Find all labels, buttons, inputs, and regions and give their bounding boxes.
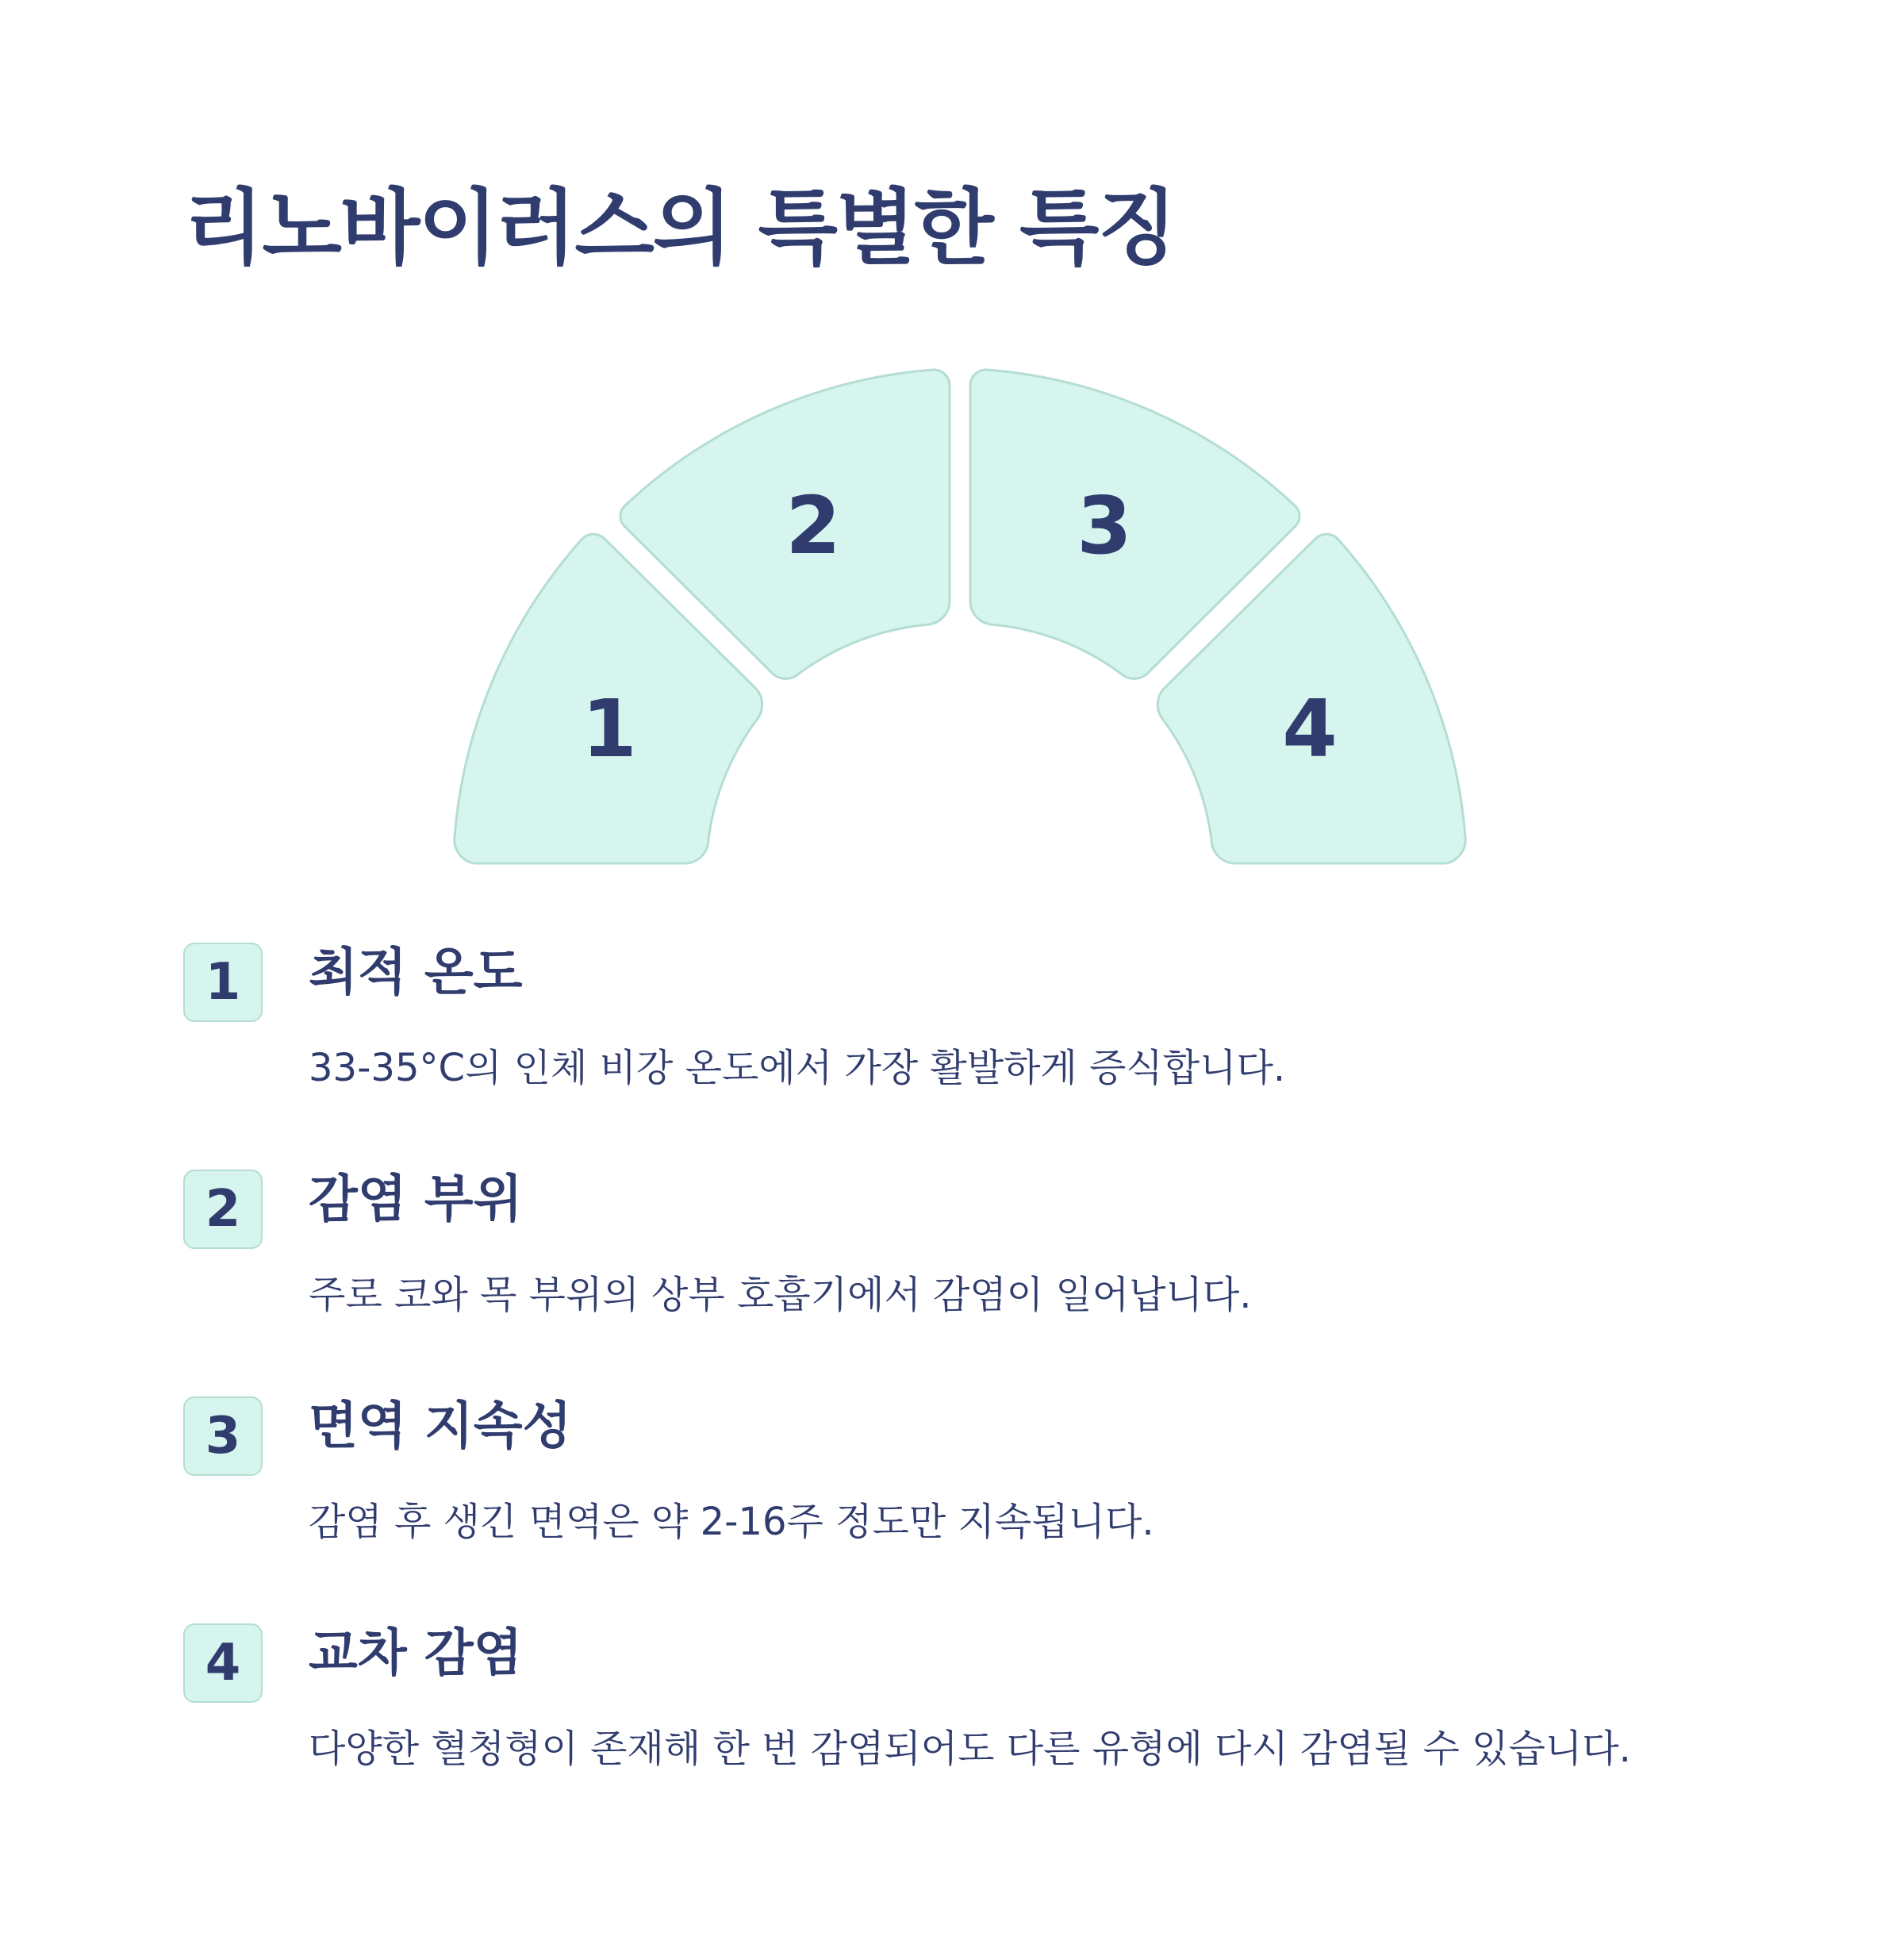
feature-number-badge: 4 bbox=[183, 1623, 263, 1703]
feature-item-optimal-temperature bbox=[0, 943, 1904, 1133]
diagram-segment-3-number: 3 bbox=[1077, 479, 1132, 572]
feature-description: 주로 코와 목 부위의 상부 호흡기에서 감염이 일어납니다. bbox=[309, 1273, 1252, 1317]
page-title: 리노바이러스의 특별한 특징 bbox=[184, 179, 1176, 276]
feature-description: 33-35°C의 인체 비강 온도에서 가장 활발하게 증식합니다. bbox=[309, 1046, 1286, 1090]
feature-item-immunity-duration bbox=[0, 1397, 1904, 1587]
feature-title: 면역 지속성 bbox=[309, 1397, 572, 1456]
feature-item-infection-site bbox=[0, 1170, 1904, 1360]
diagram-segment-4-number: 4 bbox=[1282, 682, 1338, 775]
feature-item-cross-infection bbox=[0, 1623, 1904, 1814]
feature-number-badge: 3 bbox=[183, 1397, 263, 1476]
feature-title: 감염 부위 bbox=[309, 1170, 523, 1229]
diagram-segment-1-number: 1 bbox=[582, 682, 637, 775]
feature-title: 교차 감염 bbox=[309, 1624, 523, 1683]
feature-number-badge: 2 bbox=[183, 1170, 263, 1249]
feature-number-badge: 1 bbox=[183, 943, 263, 1022]
feature-description: 다양한 혈청형이 존재해 한 번 감염되어도 다른 유형에 다시 감염될 수 있습니다. bbox=[309, 1727, 1631, 1771]
feature-description: 감염 후 생긴 면역은 약 2-16주 정도만 지속됩니다. bbox=[309, 1500, 1154, 1544]
feature-title: 최적 온도 bbox=[309, 943, 523, 1002]
diagram-segment-2-number: 2 bbox=[785, 479, 841, 572]
